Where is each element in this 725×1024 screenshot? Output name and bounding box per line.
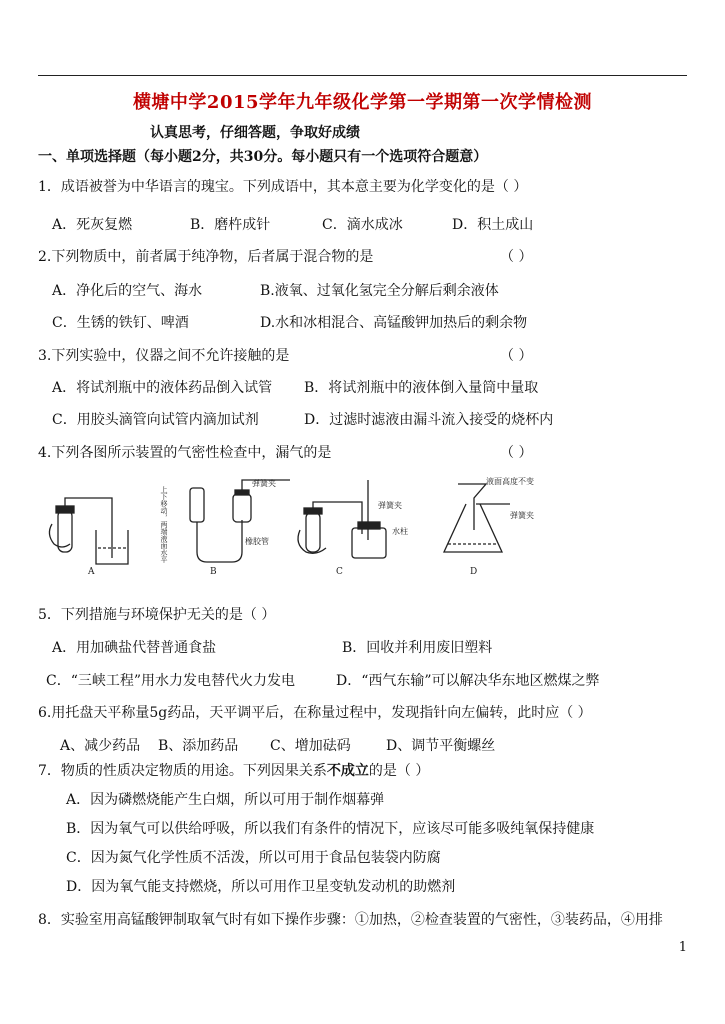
apparatus-c — [298, 480, 408, 577]
question-2-stem: 2.下列物质中，前者属于纯净物，后者属于混合物的是 — [38, 249, 374, 265]
question-7-option-c: C．因为氮气化学性质不活泼，所以可用于食品包装袋内防腐 — [66, 850, 441, 866]
label-b-tube: 橡胶管 — [245, 537, 269, 546]
option-d: D.水和冰相混合、高锰酸钾加热后的剩余物 — [260, 315, 528, 331]
label-c-clip: 弹簧夹 — [378, 501, 402, 510]
section-heading: 一、单项选择题（每小题2分，共30分。每小题只有一个选项符合题意） — [38, 149, 488, 165]
option-d: D、调节平衡螺丝 — [386, 738, 496, 754]
option-d: D．“西气东输”可以解决华东地区燃煤之弊 — [336, 673, 600, 689]
option-d: D．积土成山 — [452, 217, 534, 233]
question-4-paren: （ ） — [500, 445, 533, 461]
option-b: B．磨杵成针 — [190, 217, 271, 233]
apparatus-d — [444, 476, 534, 577]
option-c: C．用胶头滴管向试管内滴加试剂 — [52, 412, 259, 428]
option-a: A．将试剂瓶中的液体药品倒入试管 — [52, 380, 273, 396]
question-7-option-d: D．因为氧气能支持燃烧，所以可用作卫星变轨发动机的助燃剂 — [66, 879, 456, 895]
emphasis-not-valid: 不成立 — [326, 763, 369, 779]
option-b: B、添加药品 — [158, 738, 239, 754]
option-b: B.液氧、过氧化氢完全分解后剩余液体 — [260, 283, 499, 299]
label-b-side: 上下移动，两端液面水平 — [160, 486, 168, 563]
header-rule — [38, 75, 687, 76]
question-2-paren: （ ） — [500, 249, 533, 265]
question-7-stem: 7．物质的性质决定物质的用途。下列因果关系不成立的是（ ） — [38, 763, 430, 779]
question-3-stem: 3.下列实验中，仪器之间不允许接触的是 — [38, 348, 290, 364]
option-a: A．死灰复燃 — [52, 217, 133, 233]
question-4-stem: 4.下列各图所示装置的气密性检查中，漏气的是 — [38, 445, 332, 461]
label-b: B — [210, 567, 217, 577]
option-c: C．“三峡工程”用水力发电替代火力发电 — [46, 673, 296, 689]
page-number: 1 — [678, 940, 687, 955]
option-a: A．用加碘盐代替普通食盐 — [52, 640, 217, 656]
option-d: D．过滤时滤液由漏斗流入接受的烧杯内 — [304, 412, 554, 428]
option-a: A、减少药品 — [60, 738, 141, 754]
label-a: A — [88, 567, 95, 577]
question-8-stem: 8．实验室用高锰酸钾制取氧气时有如下操作步骤：①加热，②检查装置的气密性，③装药品，④用排 — [38, 912, 663, 928]
option-b: B．将试剂瓶中的液体倒入量筒中量取 — [304, 380, 539, 396]
question-6-stem: 6.用托盘天平称量5g药品，天平调平后，在称量过程中，发现指针向左偏转，此时应（ ） — [38, 705, 592, 721]
option-c: C．滴水成冰 — [322, 217, 403, 233]
question-3-paren: （ ） — [500, 348, 533, 364]
apparatus-a — [49, 498, 128, 577]
option-c: C．生锈的铁钉、啤酒 — [52, 315, 189, 331]
label-d-clip: 弹簧夹 — [510, 511, 534, 520]
apparatus-figure — [40, 474, 600, 578]
apparatus-b — [160, 478, 290, 577]
label-c: C — [336, 567, 343, 577]
option-b: B．回收并利用废旧塑料 — [342, 640, 493, 656]
page-title: 横塘中学2015学年九年级化学第一学期第一次学情检测 — [132, 92, 593, 113]
question-5-stem: 5．下列措施与环境保护无关的是（ ） — [38, 607, 276, 623]
question-7-option-b: B．因为氧气可以供给呼吸，所以我们有条件的情况下，应该尽可能多吸纯氧保持健康 — [66, 821, 595, 837]
option-a: A．净化后的空气、海水 — [52, 283, 203, 299]
label-d: D — [470, 567, 478, 577]
label-c-water: 水柱 — [392, 527, 408, 536]
option-c: C、增加砝码 — [270, 738, 351, 754]
question-1-stem: 1．成语被誉为中华语言的瑰宝。下列成语中，其本意主要为化学变化的是（ ） — [38, 179, 528, 195]
motto: 认真思考，仔细答题，争取好成绩 — [150, 125, 360, 141]
question-7-option-a: A．因为磷燃烧能产生白烟，所以可用于制作烟幕弹 — [66, 792, 385, 808]
label-d-level: 液面高度不变 — [486, 477, 534, 486]
label-b-clip: 弹簧夹 — [252, 479, 276, 488]
